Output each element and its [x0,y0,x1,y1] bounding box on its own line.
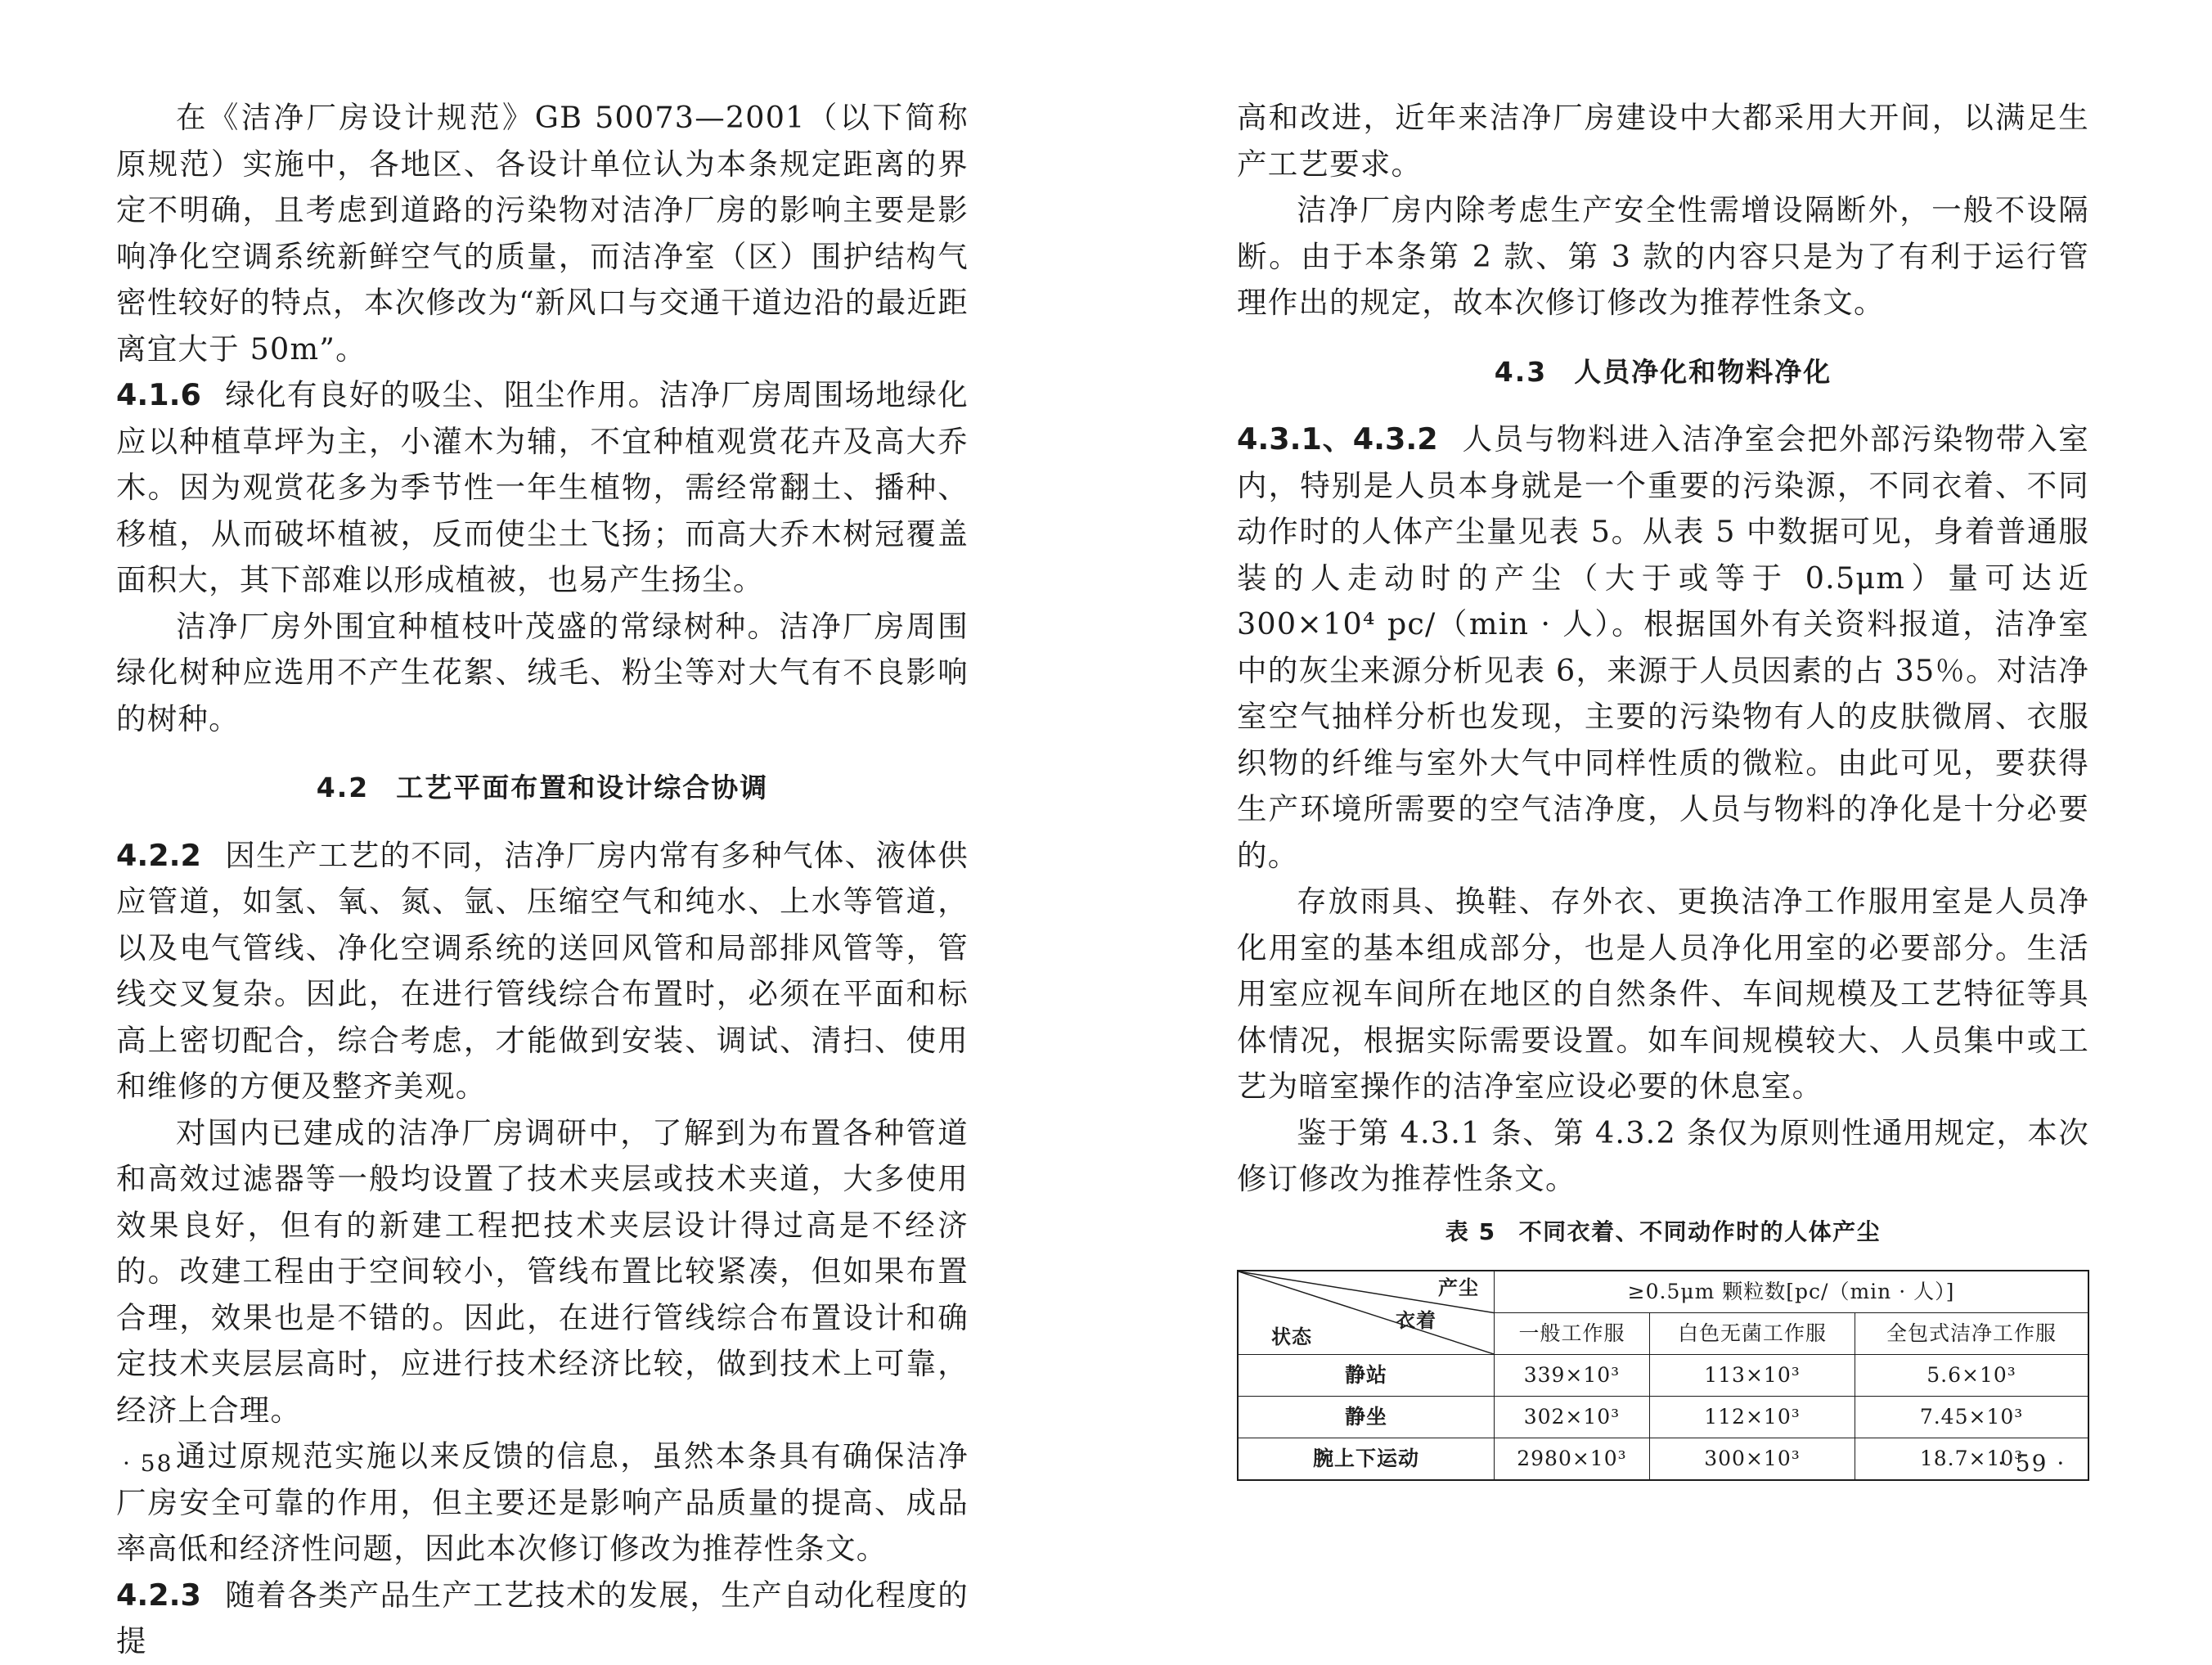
left-text-column [116,95,969,1665]
clause-4-2-2 [116,833,969,1110]
corner-label-clothing: 衣着 [1396,1309,1436,1332]
clause-4-1-6 [116,372,969,604]
corner-label-state: 状态 [1271,1325,1312,1349]
table-corner-cell [1238,1271,1495,1355]
table-header-row [1238,1271,2088,1313]
row-label: 静坐 [1238,1397,1495,1438]
table-cell: 7.45×10³ [1855,1397,2088,1438]
table-row [1238,1438,2088,1481]
column-header: 全包式洁净工作服 [1855,1313,2088,1355]
table-cell: 302×10³ [1495,1397,1650,1438]
clause-number: 4.1.6 [116,377,201,412]
clause-text: 随着各类产品生产工艺技术的发展，生产自动化程度的提 [116,1577,969,1658]
row-label: 静站 [1238,1355,1495,1397]
paragraph-continued: 高和改进，近年来洁净厂房建设中大都采用大开间，以满足生产工艺要求。 [1237,100,2089,182]
section-number: 4.2 [316,772,370,803]
table-caption [1237,1209,2089,1256]
dust-generation-table [1237,1270,2089,1481]
table-number: 表 5 [1445,1217,1496,1245]
table-row [1238,1397,2088,1438]
paragraph: 通过原规范实施以来反馈的信息，虽然本条具有确保洁净厂房安全可靠的作用，但主要还是影响产品质量的提高、成品率高低和经济性问题，因此本次修订修改为推荐性条文。 [116,1438,969,1566]
clause-number: 4.2.3 [116,1577,201,1613]
section-heading-4-2 [116,765,969,812]
group-header: ≥0.5μm 颗粒数[pc/（min · 人）] [1495,1271,2089,1313]
clause-text: 绿化有良好的吸尘、阻尘作用。洁净厂房周围场地绿化应以种植草坪为主，小灌木为辅，不宜种植观赏花卉及高大乔木。因为观赏花多为季节性一年生植物，需经常翻土、播种、移植，从而破坏植被，反而使尘土飞扬；而高大乔木树冠覆盖面积大，其下部难以形成植被，也易产生扬尘。 [116,377,969,597]
table-title: 不同衣着、不同动作时的人体产尘 [1518,1217,1882,1245]
table-cell: 300×10³ [1649,1438,1855,1481]
table-cell: 18.7×10³ [1855,1438,2088,1481]
corner-label-dust: 产尘 [1438,1276,1479,1299]
paragraph: 存放雨具、换鞋、存外衣、更换洁净工作服用室是人员净化用室的基本组成部分，也是人员净化用室的必要部分。生活用室应视车间所在地区的自然条件、车间规模及工艺特征等具体情况，根据实际需要设置。如车间规模较大、人员集中或工艺为暗室操作的洁净室应设必要的休息室。 [1237,884,2089,1104]
paragraph: 鉴于第 4.3.1 条、第 4.3.2 条仅为原则性通用规定，本次修订修改为推荐性条文。 [1237,1114,2089,1196]
section-title: 工艺平面布置和设计综合协调 [396,772,769,803]
column-header: 白色无菌工作服 [1649,1313,1855,1355]
paragraph: 洁净厂房内除考虑生产安全性需增设隔断外，一般不设隔断。由于本条第 2 款、第 3 款的内容只是为了有利于运行管理作出的规定，故本次修订修改为推荐性条文。 [1237,192,2089,320]
right-page [1106,0,2212,1564]
clause-text: 人员与物料进入洁净室会把外部污染物带入室内，特别是人员本身就是一个重要的污染源，不同衣着、不同动作时的人体产尘量见表 5。从表 5 中数据可见，身着普通服装的人走动时的产尘（大于或等于 0.5μm）量可达近 300×10⁴ pc/（min · 人）。根据国外有关资料报道，洁净室中的灰尘来源分析见表 6，来源于人员因素的占 35％。对洁净室空气抽样分析也发现，主要的污染物有人的皮肤微屑、衣服织物的纤维与室外大气中同样性质的微粒。由此可见，要获得生产环境所需要的空气洁净度，人员与物料的净化是十分必要的。 [1237,421,2090,873]
section-title: 人员净化和物料净化 [1574,355,1832,388]
right-text-column [1237,95,2089,1481]
page-number: · 58 · [123,1450,191,1477]
table-row [1238,1355,2088,1397]
table-cell: 339×10³ [1495,1355,1650,1397]
section-heading-4-3 [1237,349,2089,396]
page-number: · 59 · [1998,1450,2066,1477]
column-header: 一般工作服 [1495,1313,1650,1355]
clause-number: 4.2.2 [116,837,201,873]
clause-4-2-3 [116,1573,969,1665]
table-cell: 113×10³ [1649,1355,1855,1397]
left-page [0,0,1106,1658]
paragraph: 对国内已建成的洁净厂房调研中，了解到为布置各种管道和高效过滤器等一般均设置了技术夹层或技术夹道，大多使用效果良好，但有的新建工程把技术夹层设计得过高是不经济的。改建工程由于空间较小，管线布置比较紧凑，但如果布置合理，效果也是不错的。因此，在进行管线综合布置设计和确定技术夹层层高时，应进行技术经济比较，做到技术上可靠，经济上合理。 [116,1114,969,1428]
clause-number: 4.3.1、4.3.2 [1237,421,1438,457]
paragraph: 洁净厂房外围宜种植枝叶茂盛的常绿树种。洁净厂房周围绿化树种应选用不产生花絮、绒毛、粉尘等对大气有不良影响的树种。 [116,608,969,736]
clause-text: 因生产工艺的不同，洁净厂房内常有多种气体、液体供应管道，如氢、氧、氮、氩、压缩空气和纯水、上水等管道，以及电气管线、净化空调系统的送回风管和局部排风管等，管线交叉复杂。因此，在进行管线综合布置时，必须在平面和标高上密切配合，综合考虑，才能做到安装、调试、清扫、使用和维修的方便及整齐美观。 [116,837,969,1104]
clause-4-3-1 [1237,416,2089,879]
table-cell: 2980×10³ [1495,1438,1650,1481]
table-cell: 5.6×10³ [1855,1355,2088,1397]
section-number: 4.3 [1494,355,1548,388]
row-label: 腕上下运动 [1238,1438,1495,1481]
paragraph: 在《洁净厂房设计规范》GB 50073—2001（以下简称原规范）实施中，各地区、各设计单位认为本条规定距离的界定不明确，且考虑到道路的污染物对洁净厂房的影响主要是影响净化空调系统新鲜空气的质量，而洁净室（区）围护结构气密性较好的特点，本次修改为“新风口与交通干道边沿的最近距离宜大于 50m”。 [116,100,969,367]
table-cell: 112×10³ [1649,1397,1855,1438]
